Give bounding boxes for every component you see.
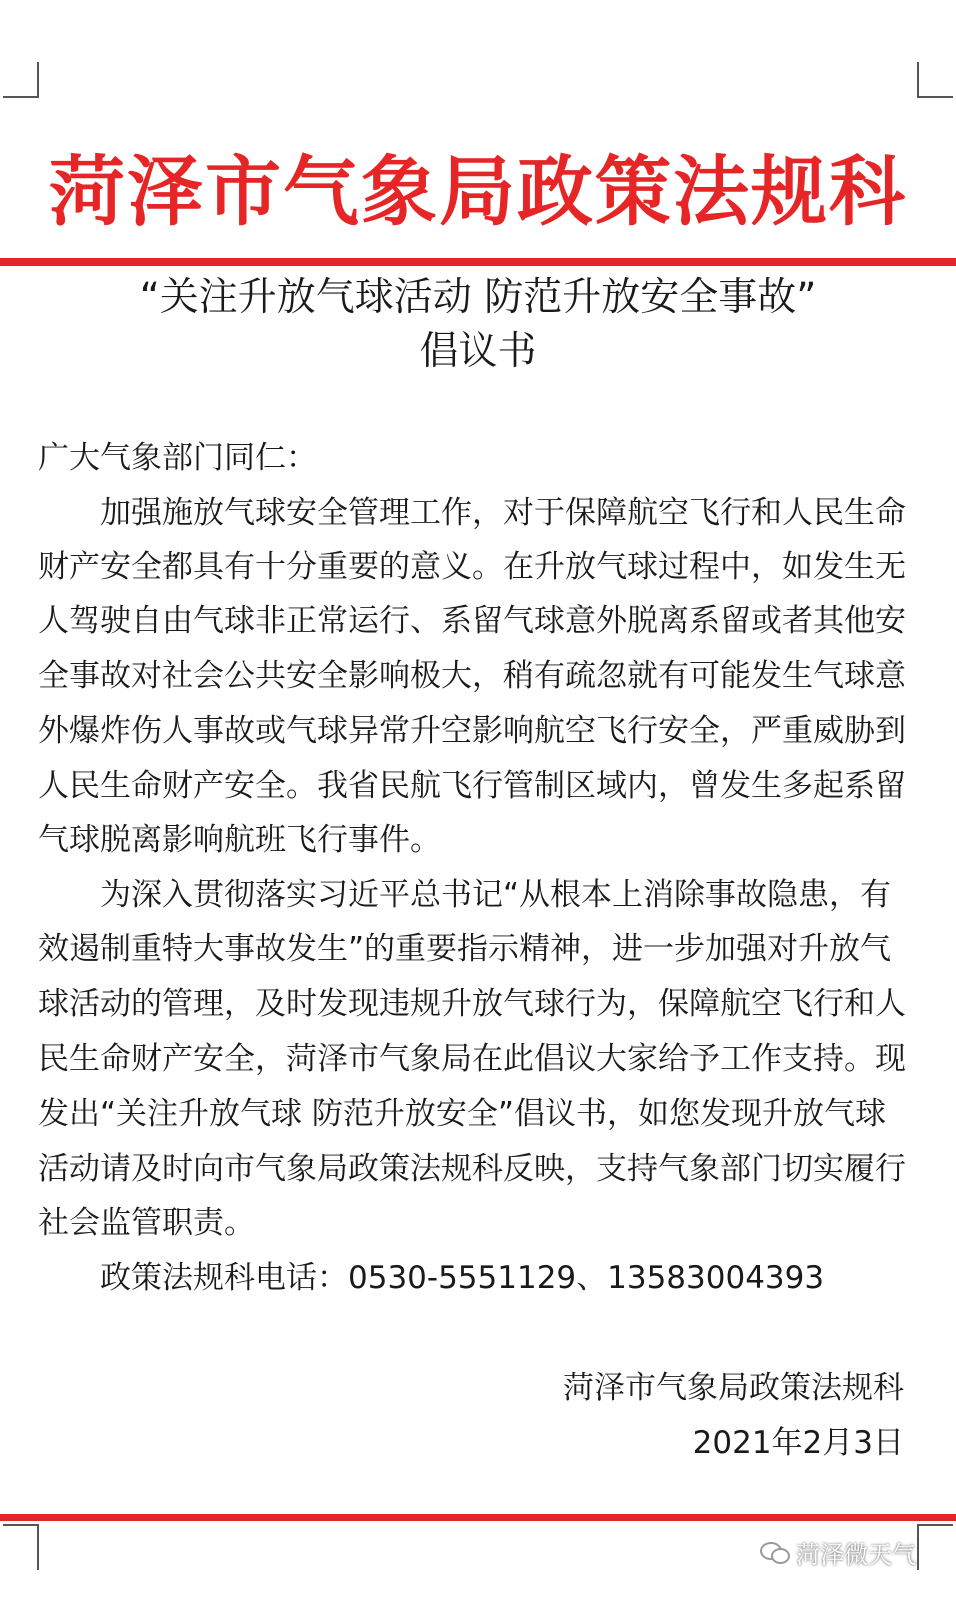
footer-red-rule bbox=[0, 1514, 956, 1521]
paragraph-line: 气球脱离影响航班飞行事件。 bbox=[38, 822, 441, 858]
paragraph-line: 人驾驶自由气球非正常运行、系留气球意外脱离系留或者其他安 bbox=[38, 603, 906, 639]
document-title-line1: “关注升放气球活动 防范升放安全事故” bbox=[139, 275, 817, 320]
paragraph-line: 外爆炸伤人事故或气球异常升空影响航空飞行安全，严重威胁到 bbox=[38, 713, 906, 749]
signature-org: 菏泽市气象局政策法规科 bbox=[563, 1370, 904, 1406]
paragraph-line: 为深入贯彻落实习近平总书记“从根本上消除事故隐患，有 bbox=[100, 877, 892, 913]
paragraph-line: 社会监管职责。 bbox=[38, 1205, 255, 1241]
crop-mark-top-right bbox=[917, 62, 953, 98]
paragraph-line: 效遏制重特大事故发生”的重要指示精神，进一步加强对升放气 bbox=[38, 931, 892, 967]
crop-mark-bottom-left bbox=[3, 1524, 39, 1570]
wechat-watermark bbox=[760, 1534, 916, 1570]
document-title-line2: 倡议书 bbox=[419, 329, 537, 374]
watermark-text: 菏泽微天气 bbox=[796, 1540, 916, 1569]
contact-phone: 政策法规科电话：0530-5551129、13583004393 bbox=[100, 1260, 825, 1296]
letterhead-title: 菏泽市气象局政策法规科 bbox=[49, 147, 907, 236]
letterhead-red-rule bbox=[0, 258, 956, 266]
signature-date: 2021年2月3日 bbox=[692, 1425, 904, 1461]
paragraph-line: 人民生命财产安全。我省民航飞行管制区域内，曾发生多起系留 bbox=[38, 768, 906, 804]
paragraph-line: 财产安全都具有十分重要的意义。在升放气球过程中，如发生无 bbox=[38, 549, 906, 585]
wechat-icon bbox=[760, 1540, 790, 1564]
paragraph-line: 活动请及时向市气象局政策法规科反映，支持气象部门切实履行 bbox=[38, 1151, 906, 1187]
crop-mark-bottom-right bbox=[917, 1524, 953, 1570]
paragraph-line: 民生命财产安全，菏泽市气象局在此倡议大家给予工作支持。现 bbox=[38, 1041, 906, 1077]
paragraph-line: 加强施放气球安全管理工作，对于保障航空飞行和人民生命 bbox=[100, 495, 906, 531]
salutation: 广大气象部门同仁： bbox=[38, 440, 317, 476]
paragraph-line: 发出“关注升放气球 防范升放安全”倡议书，如您发现升放气球 bbox=[38, 1096, 886, 1132]
paragraph-line: 球活动的管理，及时发现违规升放气球行为，保障航空飞行和人 bbox=[38, 986, 906, 1022]
crop-mark-top-left bbox=[3, 62, 39, 98]
paragraph-line: 全事故对社会公共安全影响极大，稍有疏忽就有可能发生气球意 bbox=[38, 658, 906, 694]
